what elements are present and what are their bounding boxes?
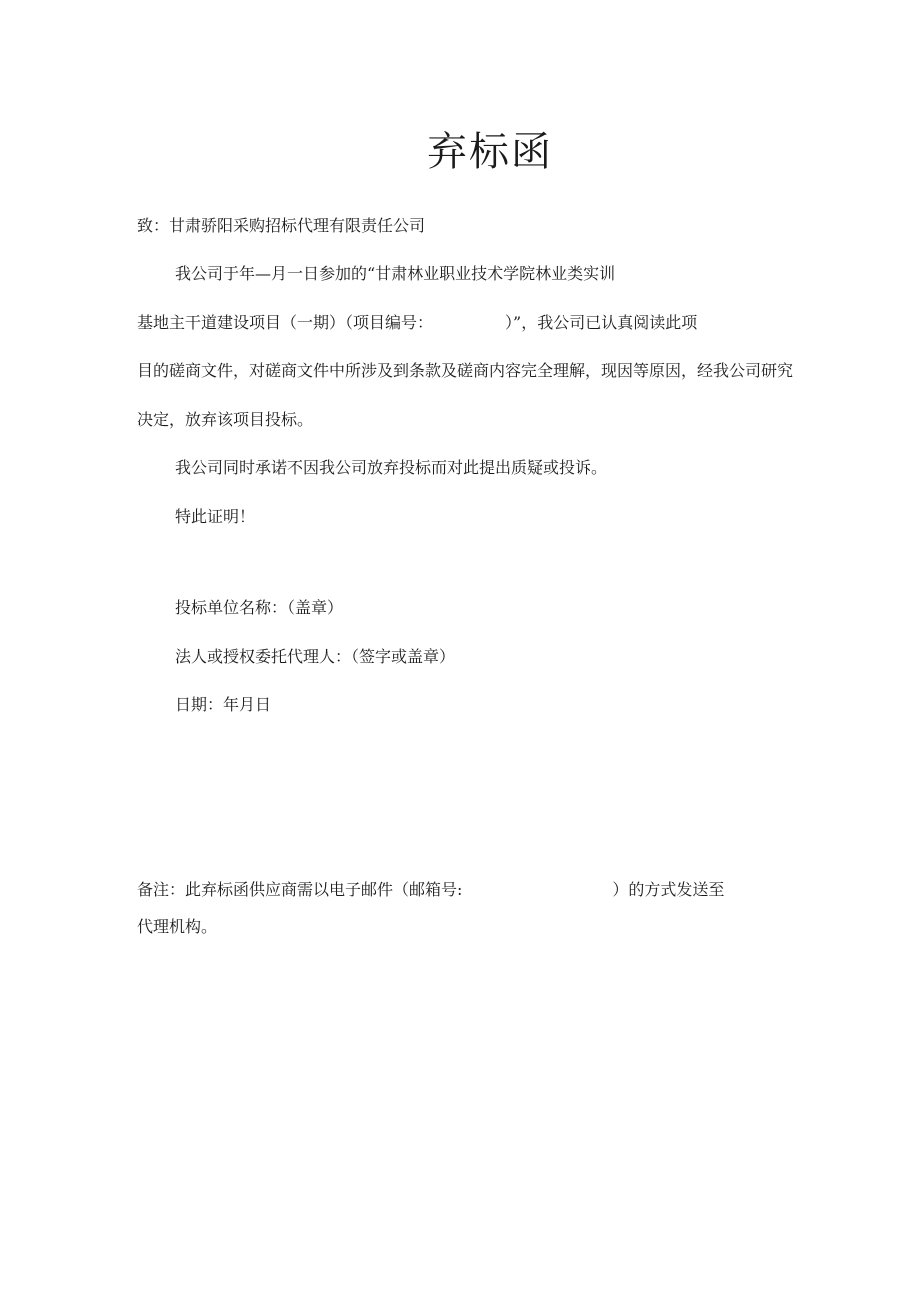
legal-representative-line: 法人或授权委托代理人：（签字或盖章） [175,647,456,666]
body-paragraph-1-line-1: 我公司于年—月一日参加的“甘肃林业职业技术学院林业类实训 [175,264,616,283]
note-line-2: 代理机构。 [137,917,218,936]
note-text-before-email: 备注：此弃标函供应商需以电子邮件（邮箱号: [137,880,463,899]
note-line-1 [137,880,724,900]
certification-line: 特此证明！ [175,507,256,526]
body-paragraph-1-line-3: 目的磋商文件，对磋商文件中所涉及到条款及磋商内容完全理解，现因等原因，经我公司研究 [137,361,794,380]
body-paragraph-1-line-4: 决定，放弃该项目投标。 [137,410,314,429]
addressee-line: 致：甘肃骄阳采购招标代理有限责任公司 [137,216,426,235]
project-closing-text: ）”，我公司已认真阅读此项 [505,313,698,332]
project-name-text: 基地主干道建设项目（一期）（项目编号： [137,313,434,332]
date-line: 日期：年月日 [175,695,272,714]
bidder-name-line: 投标单位名称：（盖章） [175,598,344,617]
note-text-after-email: ）的方式发送至 [612,880,725,899]
document-title: 弃标函 [427,129,553,175]
body-paragraph-1-line-2 [137,313,697,333]
body-paragraph-2: 我公司同时承诺不因我公司放弃投标而对此提出质疑或投诉。 [175,458,608,477]
